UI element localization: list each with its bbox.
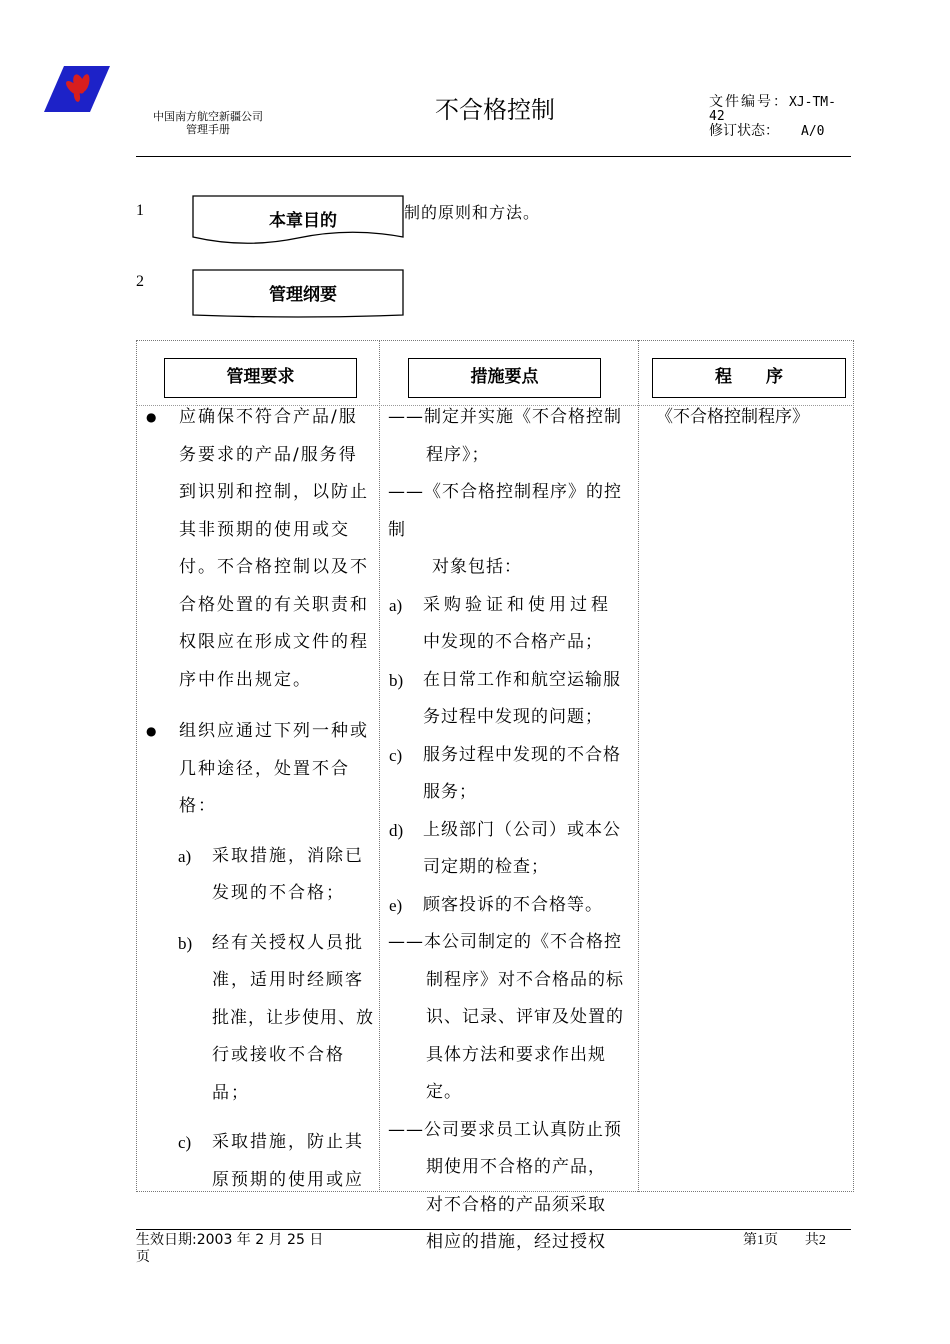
- header-management-requirements: [164, 358, 357, 398]
- section-2-banner-label: 管理纲要: [269, 285, 337, 305]
- item-line: 服务过程中发现的不合格: [423, 744, 621, 765]
- doc-no-value: XJ-TM-: [789, 95, 836, 110]
- sub-label: c): [178, 1133, 192, 1152]
- section-1-banner: [192, 195, 404, 245]
- sub-item-a: [178, 838, 379, 913]
- req2-line: 格：: [179, 796, 217, 816]
- sub-c-line: 原预期的使用或应: [212, 1169, 364, 1190]
- req1-line: 到识别和控制，以防止: [179, 482, 369, 502]
- req2-line: 组织应通过下列一种或: [179, 721, 369, 741]
- effective-label: 生效日期:: [136, 1232, 197, 1248]
- sub-a-line: 采取措施，消除已: [212, 845, 364, 866]
- effective-tail: 页: [136, 1249, 150, 1265]
- doc-no-value2: 42: [709, 109, 725, 124]
- measure-item-b: [389, 662, 638, 737]
- effective-date-value: 2003 年 2 月 25 日: [196, 1232, 324, 1248]
- measure-line: ——《不合格控制程序》的控制: [388, 482, 622, 540]
- section-2-banner: [192, 269, 404, 319]
- item-line: 服务；: [423, 782, 477, 802]
- effective-date: [136, 1232, 323, 1266]
- header-label: 程 序: [715, 367, 783, 387]
- req2-line: 几种途径，处置不合: [179, 758, 350, 779]
- measure-line: ——本公司制定的《不合格控: [388, 932, 622, 952]
- company-line1: 中国南方航空新疆公司: [153, 110, 263, 123]
- total-pages: 2: [818, 1233, 826, 1248]
- sub-b-line: 经有关授权人员批: [212, 932, 364, 953]
- sub-b-line: 批准，让步使用、放: [212, 1007, 374, 1028]
- measure-line: 识、记录、评审及处置的: [426, 1007, 624, 1027]
- measure-line: 制程序》对不合格品的标: [426, 969, 624, 990]
- item-line: 顾客投诉的不合格等。: [423, 894, 603, 915]
- measure-line: 对象包括：: [432, 557, 522, 577]
- sub-label: a): [178, 846, 192, 866]
- doc-meta: [709, 94, 859, 140]
- measure-line: 期使用不合格的产品，: [426, 1157, 606, 1177]
- req1-line: 务要求的产品/服务得: [179, 444, 358, 465]
- measure-item-d: [389, 812, 638, 887]
- col3-procedure: 《不合格控制程序》: [656, 407, 809, 427]
- measure-item-e: [389, 887, 638, 925]
- requirement-bullet-1: [146, 399, 379, 699]
- col1-requirements: [146, 399, 379, 1199]
- item-line: 司定期的检查；: [423, 857, 549, 877]
- item-line: 上级部门（公司）或本公: [423, 819, 621, 840]
- req1-line: 权限应在形成文件的程: [179, 632, 369, 652]
- total-prefix: 共: [804, 1232, 819, 1248]
- requirement-bullet-2: [146, 713, 379, 826]
- revision-value: A/0: [801, 124, 825, 139]
- item-label: d): [389, 820, 404, 840]
- sub-b-line: 准，适用时经顾客: [212, 970, 364, 990]
- measure-line: ——公司要求员工认真防止预: [388, 1119, 622, 1140]
- section-1-number: 1: [136, 202, 144, 219]
- sub-b-line: 行或接收不合格: [212, 1045, 345, 1065]
- item-label: e): [389, 895, 403, 915]
- item-label: a): [389, 595, 403, 615]
- page-prefix: 第: [743, 1232, 757, 1248]
- bullet-icon: ●: [146, 410, 159, 424]
- measure-line: ——制定并实施《不合格控制: [388, 407, 622, 427]
- sub-item-c: [178, 1124, 379, 1199]
- measure-item-c: [389, 737, 638, 812]
- table-col-divider-1: [379, 340, 380, 1192]
- section-2-number: 2: [136, 273, 144, 290]
- req1-line: 应确保不符合产品/服: [179, 407, 358, 427]
- measure-line: 对不合格的产品须采取: [426, 1194, 606, 1215]
- col2-measures: [388, 399, 638, 1262]
- page-number: 1: [757, 1233, 764, 1248]
- section-1-banner-label: 本章目的: [269, 211, 337, 231]
- measure-line: 具体方法和要求作出规: [426, 1044, 606, 1065]
- airline-logo: [44, 66, 110, 112]
- table-col-divider-2: [638, 340, 639, 1192]
- measure-line: 定。: [426, 1082, 462, 1102]
- bullet-icon: ●: [146, 724, 159, 738]
- header-procedure: [652, 358, 846, 398]
- measure-line: 程序》；: [426, 444, 490, 465]
- page-indicator: [743, 1232, 826, 1249]
- page-suffix: 页: [764, 1232, 778, 1248]
- req1-line: 合格处置的有关职责和: [179, 594, 369, 615]
- measure-item-a: [389, 587, 638, 662]
- req1-line: 其非预期的使用或交: [179, 519, 350, 540]
- measure-line: 相应的措施，经过授权: [426, 1232, 606, 1252]
- company-line2: 管理手册: [186, 123, 230, 136]
- item-line: 中发现的不合格产品；: [423, 632, 603, 652]
- section-1-text: 制的原则和方法。: [404, 203, 541, 222]
- item-label: b): [389, 670, 404, 690]
- sub-a-line: 发现的不合格；: [212, 883, 345, 903]
- header-divider: [136, 156, 851, 157]
- item-label: c): [389, 745, 403, 765]
- company-name: [148, 110, 268, 136]
- sub-c-line: 采取措施，防止其: [212, 1132, 364, 1152]
- doc-no-label: 文件编号：: [709, 94, 789, 110]
- req1-line: 付。不合格控制以及不: [179, 557, 369, 577]
- sub-label: b): [178, 933, 193, 953]
- req1-line: 序中作出规定。: [179, 669, 312, 690]
- item-line: 采购验证和使用过程: [423, 594, 612, 615]
- item-line: 在日常工作和航空运输服: [423, 669, 621, 690]
- header-measures: [408, 358, 601, 398]
- item-line: 务过程中发现的问题；: [423, 707, 603, 727]
- header-label: 措施要点: [470, 367, 539, 387]
- sub-item-b: [178, 925, 379, 1113]
- page-title: 不合格控制: [435, 96, 555, 124]
- sub-b-line: 品；: [212, 1082, 250, 1103]
- revision-label: 修订状态：: [709, 123, 779, 139]
- footer-divider: [136, 1229, 851, 1230]
- header-label: 管理要求: [226, 367, 295, 387]
